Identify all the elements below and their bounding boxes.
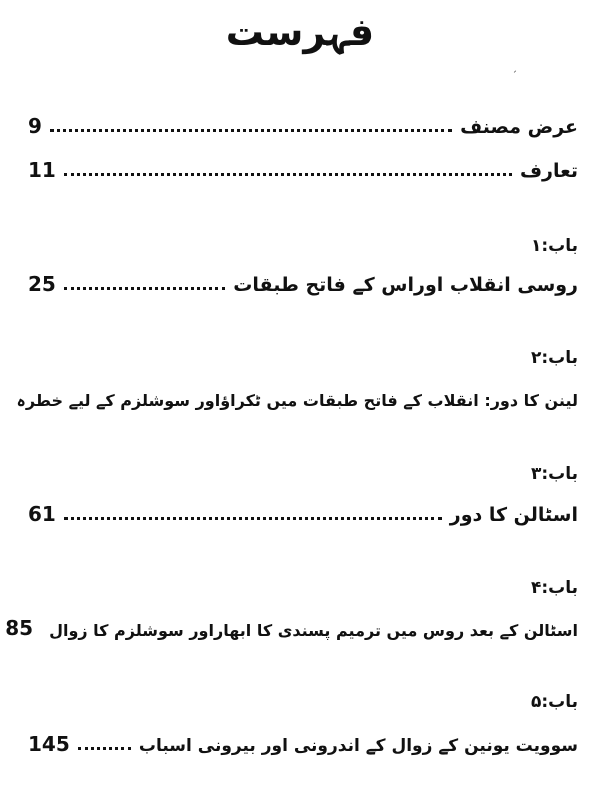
- toc-entry-chapter-2: [16, 380, 578, 410]
- toc-entry-page: 85: [5, 616, 34, 640]
- toc-entry-chapter-3: [28, 496, 578, 526]
- toc-entry-title: اسٹالن کے بعد روس میں ترمیم پسندی کا ابھاراور سوشلزم کا زوال: [49, 621, 578, 640]
- leader-dots: [64, 173, 512, 176]
- toc-entry-title: اسٹالن کا دور: [449, 504, 578, 526]
- toc-entry-title: عرض مصنف: [460, 116, 578, 138]
- chapter-label-4: باب:۴: [530, 578, 578, 598]
- toc-entry-title: تعارف: [519, 160, 578, 182]
- toc-entry-page: [0, 386, 1, 410]
- toc-entry-page: 145: [28, 732, 70, 756]
- leader-dots: [78, 747, 131, 750]
- toc-entry-page: 61: [28, 502, 56, 526]
- toc-entry-page: 25: [28, 272, 56, 296]
- leader-dots: [50, 129, 452, 132]
- leader-dots: [64, 517, 442, 520]
- toc-entry-title: لینن کا دور: انقلاب کے فاتح طبقات میں ٹکراؤاور سوشلزم کے لیے خطرہ: [16, 391, 578, 410]
- toc-entry-chapter-4: [5, 610, 578, 640]
- chapter-label-2: باب:۲: [530, 348, 578, 368]
- toc-entry-chapter-1: [28, 266, 578, 296]
- toc-entry-title: سوویت یونین کے زوال کے اندرونی اور بیرونی اسباب: [138, 736, 578, 756]
- toc-entry-page: 11: [28, 158, 56, 182]
- leader-dots: [64, 287, 225, 290]
- stray-mark: ˏ: [512, 62, 517, 73]
- toc-entry-author-note: [28, 108, 578, 138]
- toc-entry-page: 9: [28, 114, 42, 138]
- toc-entry-introduction: [28, 152, 578, 182]
- chapter-label-3: باب:۳: [530, 464, 578, 484]
- chapter-label-5: باب:۵: [530, 692, 578, 712]
- chapter-label-1: باب:۱: [530, 236, 578, 256]
- toc-entry-title: روسی انقلاب اوراس کے فاتح طبقات: [233, 274, 578, 296]
- toc-entry-chapter-5: [28, 726, 578, 756]
- page-title: فہرست: [225, 10, 375, 54]
